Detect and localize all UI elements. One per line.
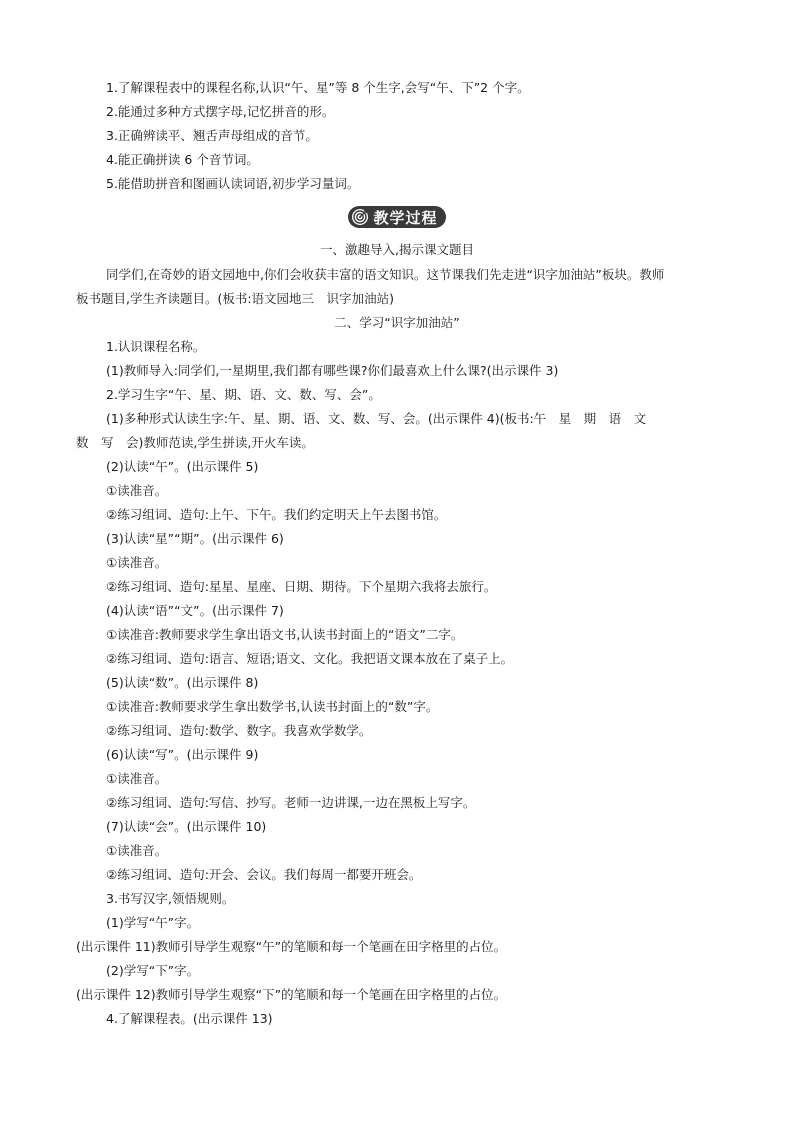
list-item: ①读准音。 [106, 483, 168, 498]
list-item: ②练习组词、造句:语言、短语;语文、文化。我把语文课本放在了桌子上。 [106, 651, 514, 666]
courseware-11-line: (出示课件 11)教师引导学生观察“午”的笔顺和每一个笔画在田字格里的占位。 [76, 939, 507, 954]
section-badge-label: 教学过程 [373, 208, 438, 227]
section-badge [348, 206, 445, 228]
part2-line: 2.学习生字“午、星、期、语、文、数、写、会”。 [106, 387, 381, 402]
list-item: (2)学写“下”字。 [106, 963, 200, 978]
list-item: ②练习组词、造句:写信、抄写。老师一边讲课,一边在黑板上写字。 [106, 795, 476, 810]
board-line-1: (1)多种形式认读生字:午、星、期、语、文、数、写、会。(出示课件 4)(板书:午 星 期 语 文 [106, 411, 647, 426]
objective-1: 1.了解课程表中的课程名称,认识“午、星”等 8 个生字,会写“午、下”2 个字。 [106, 80, 530, 95]
list-item: ②练习组词、造句:开会、会议。我们每周一都要开班会。 [106, 867, 422, 882]
part2-line: (1)教师导入:同学们,一星期里,我们都有哪些课?你们最喜欢上什么课?(出示课件 3) [106, 363, 559, 378]
part2-line: 1.认识课程名称。 [106, 339, 206, 354]
list-item: ①读准音。 [106, 771, 168, 786]
list-item: ①读准音:教师要求学生拿出语文书,认读书封面上的“语文”二字。 [106, 627, 464, 642]
objective-4: 4.能正确拼读 6 个音节词。 [106, 152, 259, 167]
list-item: ②练习组词、造句:上午、下午。我们约定明天上午去图书馆。 [106, 507, 447, 522]
list-item: (3)认读“星”“期”。(出示课件 6) [106, 531, 284, 546]
list-item: (4)认读“语”“文”。(出示课件 7) [106, 603, 284, 618]
objective-2: 2.能通过多种方式摆字母,记忆拼音的形。 [106, 104, 335, 119]
list-item: ①读准音:教师要求学生拿出数学书,认读书封面上的“数”字。 [106, 699, 439, 714]
list-item: ②练习组词、造句:数学、数字。我喜欢学数学。 [106, 723, 372, 738]
part2-heading: 二、学习“识字加油站” [334, 315, 460, 330]
part1-para-line1: 同学们,在奇妙的语文园地中,你们会收获丰富的语文知识。这节课我们先走进“识字加油站”板块。教师 [106, 267, 665, 282]
part1-heading: 一、激趣导入,揭示课文题目 [320, 242, 474, 257]
objective-5: 5.能借助拼音和图画认读词语,初步学习量词。 [106, 176, 360, 191]
list-item: (1)学写“午”字。 [106, 915, 200, 930]
list-item: ②练习组词、造句:星星、星座、日期、期待。下个星期六我将去旅行。 [106, 579, 497, 594]
list-item: (7)认读“会”。(出示课件 10) [106, 819, 267, 834]
objective-3: 3.正确辨读平、翘舌声母组成的音节。 [106, 128, 318, 143]
part1-para-line2: 板书题目,学生齐读题目。(板书:语文园地三 识字加油站) [76, 291, 394, 306]
list-item: (6)认读“写”。(出示课件 9) [106, 747, 259, 762]
section-badge-row [0, 206, 794, 228]
board-line-2: 数 写 会)教师范读,学生拼读,开火车读。 [76, 435, 314, 450]
list-item: (5)认读“数”。(出示课件 8) [106, 675, 259, 690]
list-item: (2)认读“午”。(出示课件 5) [106, 459, 259, 474]
list-item: ①读准音。 [106, 843, 168, 858]
list-item: 4.了解课程表。(出示课件 13) [106, 1011, 273, 1026]
list-item: 3.书写汉字,领悟规则。 [106, 891, 235, 906]
list-item: ①读准音。 [106, 555, 168, 570]
target-icon [351, 208, 369, 226]
courseware-12-line: (出示课件 12)教师引导学生观察“下”的笔顺和每一个笔画在田字格里的占位。 [76, 987, 507, 1002]
